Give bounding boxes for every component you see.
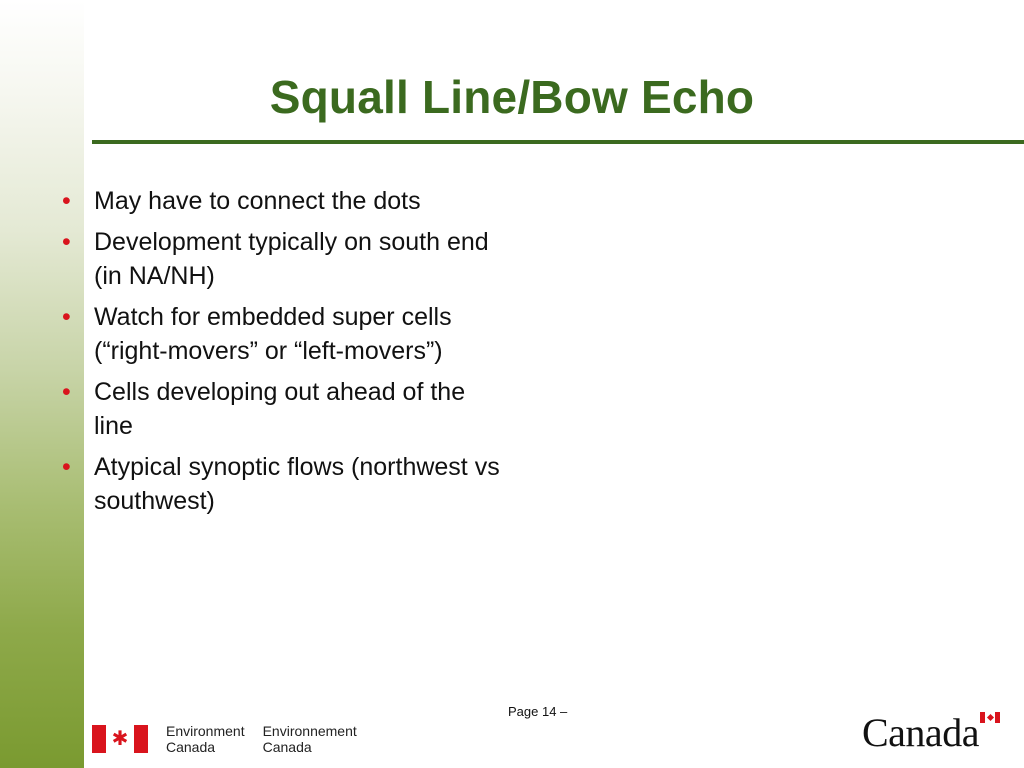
flag-left-bar bbox=[92, 725, 106, 753]
bullet-dot-icon: • bbox=[62, 378, 71, 406]
title-underline bbox=[92, 140, 1024, 144]
page-number: Page 14 – bbox=[508, 704, 568, 719]
bullet-dot-icon: • bbox=[62, 303, 71, 331]
department-name-english bbox=[166, 723, 245, 755]
maple-leaf-icon: ✱ bbox=[106, 725, 134, 753]
wordmark-flag-center bbox=[985, 712, 995, 723]
canada-wordmark-text: Canada bbox=[862, 710, 979, 755]
bullet-text: Development typically on south end (in NA/NH) bbox=[94, 228, 489, 290]
bullet-text: Atypical synoptic flows (northwest vs southwest) bbox=[94, 453, 500, 515]
bullet-item bbox=[60, 184, 500, 218]
flag-right-bar bbox=[134, 725, 148, 753]
bullet-text: May have to connect the dots bbox=[94, 187, 421, 215]
department-name-french-line1: Environnement bbox=[262, 723, 357, 739]
bullet-dot-icon: • bbox=[62, 453, 71, 481]
canada-wordmark bbox=[862, 708, 979, 758]
bullet-item bbox=[60, 225, 500, 293]
bullet-item bbox=[60, 375, 500, 443]
bullet-item bbox=[60, 300, 500, 368]
department-name-french bbox=[263, 723, 357, 755]
bullet-list bbox=[60, 184, 500, 525]
wordmark-leaf-icon bbox=[986, 714, 993, 721]
bullet-dot-icon: • bbox=[62, 228, 71, 256]
canada-flag-icon bbox=[92, 725, 148, 753]
wordmark-flag-right-bar bbox=[995, 712, 1000, 723]
bullet-item bbox=[60, 450, 500, 518]
slide-title: Squall Line/Bow Echo bbox=[269, 71, 755, 123]
bullet-text: Cells developing out ahead of the line bbox=[94, 378, 466, 440]
department-name-english-line2: Canada bbox=[166, 739, 216, 755]
department-name-english-line1: Environment bbox=[166, 723, 245, 739]
bullet-dot-icon: • bbox=[62, 187, 71, 215]
department-name-french-line2: Canada bbox=[262, 739, 312, 755]
wordmark-flag-icon bbox=[980, 712, 1000, 723]
department-signature bbox=[92, 724, 357, 754]
bullet-text: Watch for embedded super cells (“right-movers” or “left-movers”) bbox=[94, 303, 452, 365]
